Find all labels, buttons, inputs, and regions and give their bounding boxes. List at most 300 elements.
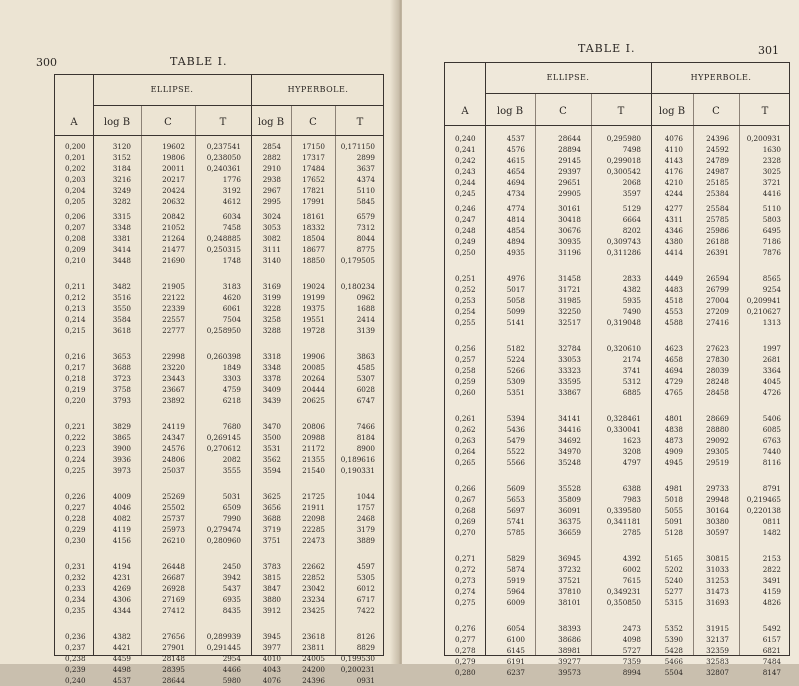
table-cell: 7990 xyxy=(222,514,241,523)
argument-column xyxy=(65,421,86,476)
table-cell: 4380 xyxy=(664,237,683,246)
t-hyperbole xyxy=(763,553,781,608)
table-cell: 28039 xyxy=(706,366,729,375)
table-cell: 4244 xyxy=(664,189,683,198)
table-cell: 5110 xyxy=(356,186,375,195)
table-cell: 0,248885 xyxy=(206,234,241,243)
table-cell: 32359 xyxy=(706,646,729,655)
table-cell: 17484 xyxy=(302,164,325,173)
t-hyperbole xyxy=(763,413,781,468)
table-cell: 6388 xyxy=(622,484,641,493)
table-cell: 3318 xyxy=(262,352,281,361)
table-cell: 17652 xyxy=(302,175,325,184)
table-cell: 4612 xyxy=(222,197,241,206)
c-ellipse xyxy=(162,351,185,406)
table-cell: 4277 xyxy=(664,204,683,213)
table-cell: 0,204 xyxy=(65,186,86,195)
table-cell: 23443 xyxy=(162,374,185,383)
t-hyperbole xyxy=(763,343,781,398)
table-cell: 0,257 xyxy=(455,355,476,364)
table-cell: 1044 xyxy=(356,492,375,501)
table-cell: 26210 xyxy=(162,536,185,545)
table-cell: 5266 xyxy=(506,366,525,375)
table-cell: 2995 xyxy=(262,197,281,206)
table-cell: 6579 xyxy=(356,212,375,221)
table-cell: 27901 xyxy=(162,643,185,652)
log-b-hyperbole xyxy=(665,483,683,538)
table-cell: 0,265 xyxy=(455,458,476,467)
table-cell: 29305 xyxy=(706,447,729,456)
table-cell: 0,256 xyxy=(455,344,476,353)
c-ellipse xyxy=(162,141,185,207)
table-cell: 18677 xyxy=(302,245,325,254)
table-cell: 25037 xyxy=(162,466,185,475)
table-cell: 5240 xyxy=(664,576,683,585)
table-cell: 2468 xyxy=(356,514,375,523)
header-rule xyxy=(55,135,383,136)
c-ellipse xyxy=(558,273,581,328)
argument-column xyxy=(65,491,86,546)
table-cell: 5110 xyxy=(762,204,781,213)
table-cell: 2854 xyxy=(262,142,281,151)
table-cell: 19906 xyxy=(302,352,325,361)
argument-column xyxy=(455,623,476,678)
log-b-hyperbole xyxy=(263,351,281,406)
table-cell: 33053 xyxy=(558,355,581,364)
table-cell: 25502 xyxy=(162,503,185,512)
table-cell: 34141 xyxy=(558,414,581,423)
table-cell: 3303 xyxy=(222,374,241,383)
table-cell: 4765 xyxy=(664,388,683,397)
table-cell: 22557 xyxy=(162,315,185,324)
table-cell: 6237 xyxy=(506,668,525,677)
table-cell: 3258 xyxy=(262,315,281,324)
table-cell: 1688 xyxy=(356,304,375,313)
table-cell: 5697 xyxy=(506,506,525,515)
table-cell: 3152 xyxy=(112,153,131,162)
table-cell: 0,276 xyxy=(455,624,476,633)
table-cell: 28894 xyxy=(558,145,581,154)
t-ellipse xyxy=(207,211,241,266)
table-cell: 3618 xyxy=(112,326,131,335)
table-cell: 3288 xyxy=(262,326,281,335)
c-hyperbole xyxy=(706,203,729,258)
table-cell: 0,223 xyxy=(65,444,86,453)
table-cell: 36945 xyxy=(558,554,581,563)
table-cell: 0,207 xyxy=(65,223,86,232)
table-cell: 4098 xyxy=(622,635,641,644)
left-page xyxy=(0,0,396,685)
table-cell: 8116 xyxy=(762,458,781,467)
c-hyperbole xyxy=(706,133,729,199)
table-title: TABLE I. xyxy=(578,42,636,55)
column-rule xyxy=(693,93,694,655)
table-cell: 0,237 xyxy=(65,643,86,652)
table-cell: 18332 xyxy=(302,223,325,232)
log-b-ellipse xyxy=(507,203,525,258)
table-cell: 19199 xyxy=(302,293,325,302)
argument-column xyxy=(65,141,86,207)
data-table xyxy=(54,74,384,685)
table-cell: 4176 xyxy=(664,167,683,176)
table-cell: 4414 xyxy=(664,248,683,257)
table-cell: 0,180234 xyxy=(340,282,375,291)
table-cell: 6157 xyxy=(762,635,781,644)
table-cell: 0,219465 xyxy=(746,495,781,504)
table-cell: 6664 xyxy=(622,215,641,224)
table-cell: 0,272 xyxy=(455,565,476,574)
table-cell: 3847 xyxy=(262,584,281,593)
table-cell: 26928 xyxy=(162,584,185,593)
table-cell: 3597 xyxy=(622,189,641,198)
table-cell: 3364 xyxy=(762,366,781,375)
table-cell: 0,212 xyxy=(65,293,86,302)
t-hyperbole xyxy=(357,561,375,616)
t-hyperbole xyxy=(341,631,375,686)
table-cell: 0,270612 xyxy=(206,444,241,453)
table-cell: 1776 xyxy=(222,175,241,184)
table-cell: 0,244 xyxy=(455,178,476,187)
table-cell: 4976 xyxy=(506,274,525,283)
table-cell: 6763 xyxy=(762,436,781,445)
table-cell: 22122 xyxy=(162,293,185,302)
table-cell: 4466 xyxy=(222,665,241,674)
table-cell: 4585 xyxy=(356,363,375,372)
column-header: T xyxy=(356,117,364,128)
c-ellipse xyxy=(558,483,581,538)
table-cell: 6935 xyxy=(222,595,241,604)
table-cell: 4588 xyxy=(664,318,683,327)
table-cell: 3584 xyxy=(112,315,131,324)
t-hyperbole xyxy=(747,483,781,538)
table-cell: 3688 xyxy=(112,363,131,372)
log-b-ellipse xyxy=(113,281,131,336)
table-cell: 5845 xyxy=(356,197,375,206)
t-ellipse xyxy=(623,623,641,678)
table-cell: 8791 xyxy=(762,484,781,493)
c-hyperbole xyxy=(302,491,325,546)
table-cell: 20625 xyxy=(302,396,325,405)
table-cell: 4729 xyxy=(664,377,683,386)
table-cell: 3482 xyxy=(112,282,131,291)
t-hyperbole xyxy=(747,133,781,199)
table-cell: 0,232 xyxy=(65,573,86,582)
table-cell: 0,350850 xyxy=(606,598,641,607)
c-ellipse xyxy=(558,133,581,199)
table-cell: 3183 xyxy=(222,282,241,291)
table-cell: 4483 xyxy=(664,285,683,294)
table-cell: 5492 xyxy=(762,624,781,633)
table-cell: 0,273 xyxy=(455,576,476,585)
table-cell: 0,267 xyxy=(455,495,476,504)
c-ellipse xyxy=(558,553,581,608)
c-hyperbole xyxy=(706,623,729,678)
table-cell: 0,240 xyxy=(455,134,476,143)
table-cell: 5428 xyxy=(664,646,683,655)
table-cell: 17150 xyxy=(302,142,325,151)
argument-column xyxy=(455,553,476,608)
table-cell: 0,211 xyxy=(65,282,86,291)
table-cell: 34970 xyxy=(558,447,581,456)
table-cell: 0,279474 xyxy=(206,525,241,534)
table-cell: 4076 xyxy=(664,134,683,143)
table-cell: 3594 xyxy=(262,466,281,475)
table-cell: 6028 xyxy=(356,385,375,394)
column-header: C xyxy=(712,106,720,117)
table-cell: 4615 xyxy=(506,156,525,165)
table-cell: 29145 xyxy=(558,156,581,165)
table-cell: 4194 xyxy=(112,562,131,571)
table-cell: 3409 xyxy=(262,385,281,394)
log-b-hyperbole xyxy=(263,421,281,476)
table-cell: 32807 xyxy=(706,668,729,677)
table-cell: 0,234 xyxy=(65,595,86,604)
table-cell: 3208 xyxy=(622,447,641,456)
table-cell: 4826 xyxy=(762,598,781,607)
table-cell: 7359 xyxy=(622,657,641,666)
column-rule xyxy=(591,93,592,655)
table-cell: 8184 xyxy=(356,433,375,442)
table-cell: 26594 xyxy=(706,274,729,283)
table-cell: 20264 xyxy=(302,374,325,383)
table-cell: 0,203 xyxy=(65,175,86,184)
table-cell: 0,190331 xyxy=(340,466,375,475)
table-cell: 0,319048 xyxy=(606,318,641,327)
table-cell: 0,250 xyxy=(455,248,476,257)
table-cell: 25185 xyxy=(706,178,729,187)
table-cell: 31985 xyxy=(558,296,581,305)
t-hyperbole xyxy=(357,351,375,406)
table-cell: 0,328461 xyxy=(606,414,641,423)
table-cell: 0,242 xyxy=(455,156,476,165)
table-cell: 4459 xyxy=(112,654,131,663)
table-cell: 0,233 xyxy=(65,584,86,593)
t-hyperbole xyxy=(763,203,781,258)
table-cell: 3562 xyxy=(262,455,281,464)
table-cell: 3783 xyxy=(262,562,281,571)
table-cell: 3977 xyxy=(262,643,281,652)
table-cell: 23042 xyxy=(302,584,325,593)
table-cell: 0,279 xyxy=(455,657,476,666)
table-cell: 28669 xyxy=(706,414,729,423)
table-cell: 6009 xyxy=(506,598,525,607)
table-cell: 24987 xyxy=(706,167,729,176)
table-cell: 2414 xyxy=(356,315,375,324)
table-cell: 3448 xyxy=(112,256,131,265)
table-cell: 4945 xyxy=(664,458,683,467)
table-cell: 32784 xyxy=(558,344,581,353)
table-cell: 4576 xyxy=(506,145,525,154)
table-cell: 31473 xyxy=(706,587,729,596)
table-cell: 6012 xyxy=(356,584,375,593)
table-cell: 0,240361 xyxy=(206,164,241,173)
table-cell: 24789 xyxy=(706,156,729,165)
table-cell: 2833 xyxy=(622,274,641,283)
table-cell: 28458 xyxy=(706,388,729,397)
table-cell: 0,299018 xyxy=(606,156,641,165)
column-header: log B xyxy=(658,106,686,117)
ellipse-header: ELLIPSE. xyxy=(546,73,590,82)
column-header: A xyxy=(70,117,78,128)
table-cell: 17991 xyxy=(302,197,325,206)
table-cell: 7490 xyxy=(622,307,641,316)
log-b-ellipse xyxy=(507,273,525,328)
table-cell: 36091 xyxy=(558,506,581,515)
table-cell: 3829 xyxy=(112,422,131,431)
table-cell: 29519 xyxy=(706,458,729,467)
table-cell: 4143 xyxy=(664,156,683,165)
table-cell: 29092 xyxy=(706,436,729,445)
table-cell: 20085 xyxy=(302,363,325,372)
table-cell: 23234 xyxy=(302,595,325,604)
table-cell: 2473 xyxy=(622,624,641,633)
table-cell: 0,341181 xyxy=(606,517,641,526)
log-b-ellipse xyxy=(113,561,131,616)
hyperbole-header: HYPERBOLE. xyxy=(690,73,752,82)
table-cell: 18504 xyxy=(302,234,325,243)
table-cell: 3500 xyxy=(262,433,281,442)
table-cell: 31033 xyxy=(706,565,729,574)
table-cell: 3555 xyxy=(222,466,241,475)
t-hyperbole xyxy=(341,421,375,476)
table-cell: 5829 xyxy=(506,554,525,563)
table-cell: 7498 xyxy=(622,145,641,154)
log-b-ellipse xyxy=(507,413,525,468)
table-cell: 4774 xyxy=(506,204,525,213)
table-cell: 4421 xyxy=(112,643,131,652)
table-cell: 2068 xyxy=(622,178,641,187)
table-cell: 4159 xyxy=(762,587,781,596)
table-cell: 23425 xyxy=(302,606,325,615)
table-cell: 5312 xyxy=(622,377,641,386)
table-cell: 17821 xyxy=(302,186,325,195)
table-cell: 8435 xyxy=(222,606,241,615)
t-hyperbole xyxy=(341,141,375,207)
table-cell: 19728 xyxy=(302,326,325,335)
table-cell: 3139 xyxy=(356,326,375,335)
table-cell: 22473 xyxy=(302,536,325,545)
log-b-hyperbole xyxy=(263,631,281,686)
argument-column xyxy=(455,343,476,398)
table-cell: 4449 xyxy=(664,274,683,283)
column-header: log B xyxy=(496,106,524,117)
table-cell: 0962 xyxy=(356,293,375,302)
table-cell: 0,236 xyxy=(65,632,86,641)
table-cell: 4873 xyxy=(664,436,683,445)
table-cell: 5031 xyxy=(222,492,241,501)
table-cell: 5727 xyxy=(622,646,641,655)
table-cell: 4416 xyxy=(762,189,781,198)
page-number: 301 xyxy=(758,44,779,57)
table-cell: 0,260 xyxy=(455,388,476,397)
argument-column xyxy=(65,561,86,616)
table-cell: 25785 xyxy=(706,215,729,224)
table-cell: 22662 xyxy=(302,562,325,571)
table-cell: 22098 xyxy=(302,514,325,523)
argument-column xyxy=(455,273,476,328)
log-b-hyperbole xyxy=(665,413,683,468)
table-cell: 8202 xyxy=(622,226,641,235)
table-cell: 1623 xyxy=(622,436,641,445)
table-cell: 19806 xyxy=(162,153,185,162)
table-cell: 29397 xyxy=(558,167,581,176)
table-cell: 30935 xyxy=(558,237,581,246)
table-cell: 3656 xyxy=(262,503,281,512)
table-cell: 3199 xyxy=(262,293,281,302)
table-cell: 20444 xyxy=(302,385,325,394)
table-cell: 0,264 xyxy=(455,447,476,456)
table-cell: 3192 xyxy=(222,186,241,195)
table-cell: 25986 xyxy=(706,226,729,235)
table-cell: 25973 xyxy=(162,525,185,534)
table-cell: 0,230 xyxy=(65,536,86,545)
table-cell: 4658 xyxy=(664,355,683,364)
table-cell: 3900 xyxy=(112,444,131,453)
table-cell: 24347 xyxy=(162,433,185,442)
table-cell: 5741 xyxy=(506,517,525,526)
table-cell: 0,258 xyxy=(455,366,476,375)
table-cell: 4894 xyxy=(506,237,525,246)
table-cell: 33595 xyxy=(558,377,581,386)
table-cell: 21725 xyxy=(302,492,325,501)
table-cell: 5091 xyxy=(664,517,683,526)
table-cell: 6717 xyxy=(356,595,375,604)
log-b-ellipse xyxy=(113,351,131,406)
table-cell: 7983 xyxy=(622,495,641,504)
table-cell: 4269 xyxy=(112,584,131,593)
c-hyperbole xyxy=(302,281,325,336)
table-cell: 0,240 xyxy=(65,676,86,685)
table-cell: 3550 xyxy=(112,304,131,313)
log-b-hyperbole xyxy=(263,491,281,546)
table-cell: 24119 xyxy=(162,422,185,431)
table-cell: 3120 xyxy=(112,142,131,151)
table-cell: 5351 xyxy=(506,388,525,397)
table-cell: 26188 xyxy=(706,237,729,246)
table-cell: 4935 xyxy=(506,248,525,257)
t-ellipse xyxy=(607,203,641,258)
table-cell: 5058 xyxy=(506,296,525,305)
table-cell: 4734 xyxy=(506,189,525,198)
table-cell: 4374 xyxy=(356,175,375,184)
table-cell: 3082 xyxy=(262,234,281,243)
table-cell: 35248 xyxy=(558,458,581,467)
table-cell: 38686 xyxy=(558,635,581,644)
table-cell: 7440 xyxy=(762,447,781,456)
table-cell: 5305 xyxy=(356,573,375,582)
table-cell: 3470 xyxy=(262,422,281,431)
table-cell: 3973 xyxy=(112,466,131,475)
table-cell: 0,220138 xyxy=(746,506,781,515)
table-cell: 0,266 xyxy=(455,484,476,493)
table-cell: 29948 xyxy=(706,495,729,504)
table-cell: 5224 xyxy=(506,355,525,364)
column-rule xyxy=(291,105,292,655)
table-cell: 33323 xyxy=(558,366,581,375)
page-number: 300 xyxy=(36,56,57,69)
table-cell: 0,220 xyxy=(65,396,86,405)
table-cell: 0,206 xyxy=(65,212,86,221)
table-cell: 3751 xyxy=(262,536,281,545)
table-cell: 0,268 xyxy=(455,506,476,515)
table-cell: 30164 xyxy=(706,506,729,515)
table-cell: 21690 xyxy=(162,256,185,265)
table-cell: 24806 xyxy=(162,455,185,464)
table-cell: 2882 xyxy=(262,153,281,162)
table-cell: 0,209941 xyxy=(746,296,781,305)
table-cell: 3815 xyxy=(262,573,281,582)
table-cell: 32250 xyxy=(558,307,581,316)
